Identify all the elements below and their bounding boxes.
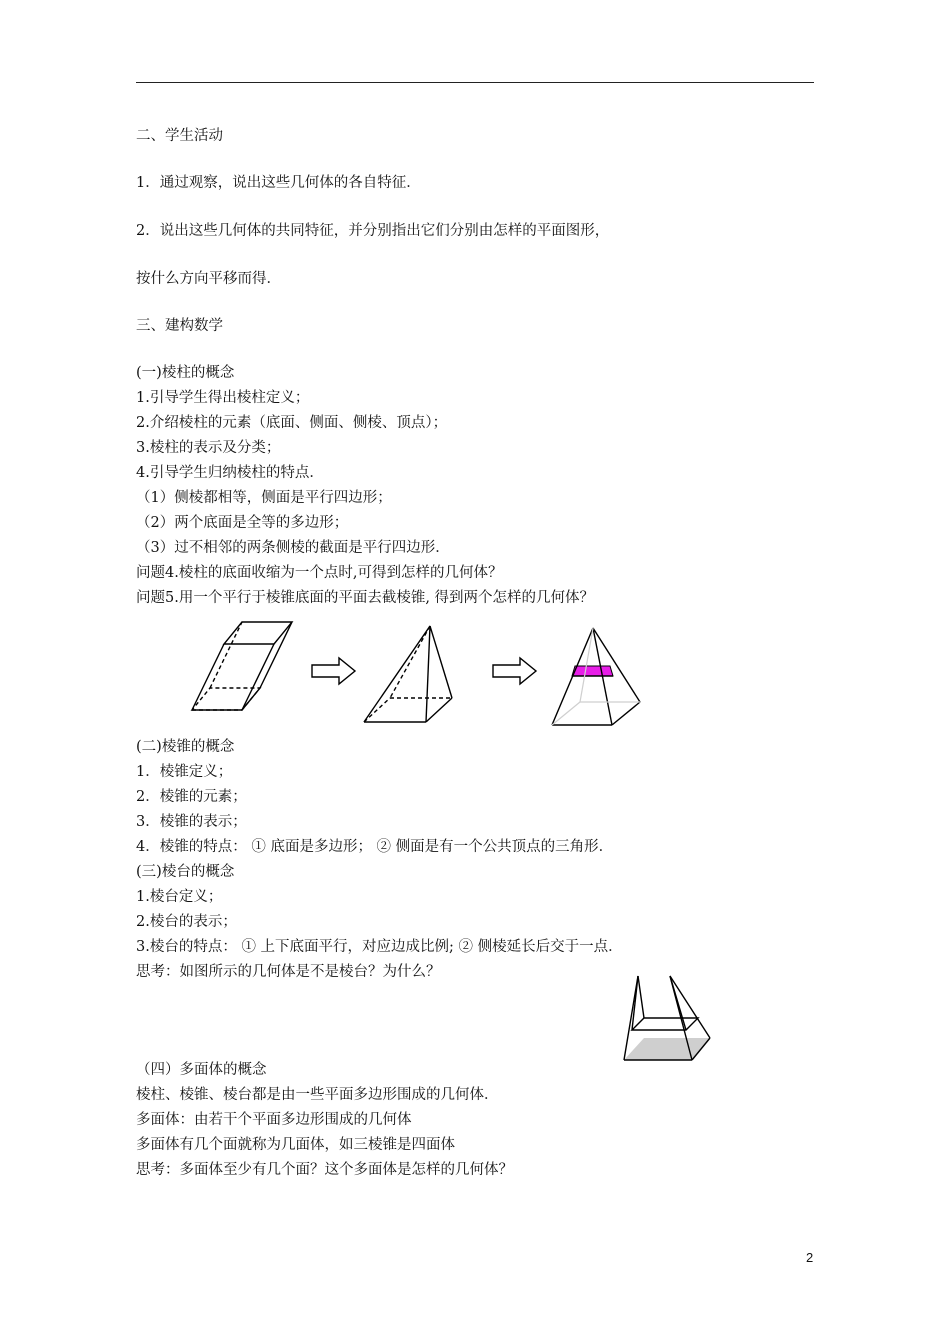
right-arrow-icon <box>311 656 357 686</box>
frustum-think: 思考：如图所示的几何体是不是棱台？为什么？ <box>136 964 441 980</box>
cut-pyramid-figure <box>550 626 642 728</box>
question-5: 问题5.用一个平行于棱锥底面的平面去截棱锥, 得到两个怎样的几何体？ <box>136 590 595 606</box>
page-number: 2 <box>806 1250 814 1265</box>
section2-item2-line1: 2．说出这些几何体的共同特征，并分别指出它们分别由怎样的平面图形， <box>136 223 610 239</box>
prism-line: 1.引导学生得出棱柱定义； <box>136 390 310 406</box>
right-arrow-icon <box>492 656 538 686</box>
section2-item1: 1．通过观察，说出这些几何体的各自特征． <box>136 175 421 191</box>
frustum-line: 2.棱台的表示； <box>136 914 237 930</box>
prism-line: （2）两个底面是全等的多边形； <box>136 515 349 531</box>
polyhedron-line: 多面体有几个面就称为几面体，如三棱锥是四面体 <box>136 1137 455 1153</box>
polyhedron-line: 思考：多面体至少有几个面？这个多面体是怎样的几何体？ <box>136 1162 513 1178</box>
frustum-line: 3.棱台的特点： ① 上下底面平行，对应边成比例; ② 侧棱延长后交于一点． <box>136 939 623 955</box>
section3-heading: 三、建构数学 <box>136 318 223 334</box>
question-4: 问题4.棱柱的底面收缩为一个点时,可得到怎样的几何体？ <box>136 565 503 581</box>
section2-item2-line2: 按什么方向平移而得． <box>136 271 281 287</box>
prism-line: （3）过不相邻的两条侧棱的截面是平行四边形． <box>136 540 450 556</box>
pyramid-heading: (二)棱锥的概念 <box>136 739 235 755</box>
header-rule <box>136 82 814 83</box>
polyhedron-heading: （四）多面体的概念 <box>136 1062 267 1078</box>
frustum-heading: (三)棱台的概念 <box>136 864 235 880</box>
not-frustum-figure <box>622 974 714 1066</box>
prism-line: 2.介绍棱柱的元素（底面、侧面、侧棱、顶点）； <box>136 415 448 431</box>
prism-line: 3.棱柱的表示及分类； <box>136 440 281 456</box>
oblique-prism-figure <box>190 622 300 714</box>
pyramid-line: 3．棱锥的表示； <box>136 814 247 830</box>
frustum-line: 1.棱台定义； <box>136 889 223 905</box>
pyramid-figure <box>362 624 456 724</box>
polyhedron-line: 多面体：由若干个平面多边形围成的几何体 <box>136 1112 412 1128</box>
pyramid-line: 1．棱锥定义； <box>136 764 233 780</box>
pyramid-line: 2．棱锥的元素； <box>136 789 247 805</box>
section2-heading: 二、学生活动 <box>136 128 223 144</box>
prism-line: 4.引导学生归纳棱柱的特点． <box>136 465 324 481</box>
polyhedron-line: 棱柱、棱锥、棱台都是由一些平面多边形围成的几何体． <box>136 1087 499 1103</box>
prism-line: （1）侧棱都相等，侧面是平行四边形； <box>136 490 392 506</box>
prism-heading: (一)棱柱的概念 <box>136 365 235 381</box>
pyramid-line: 4．棱锥的特点： ① 底面是多边形； ② 侧面是有一个公共顶点的三角形． <box>136 839 614 855</box>
